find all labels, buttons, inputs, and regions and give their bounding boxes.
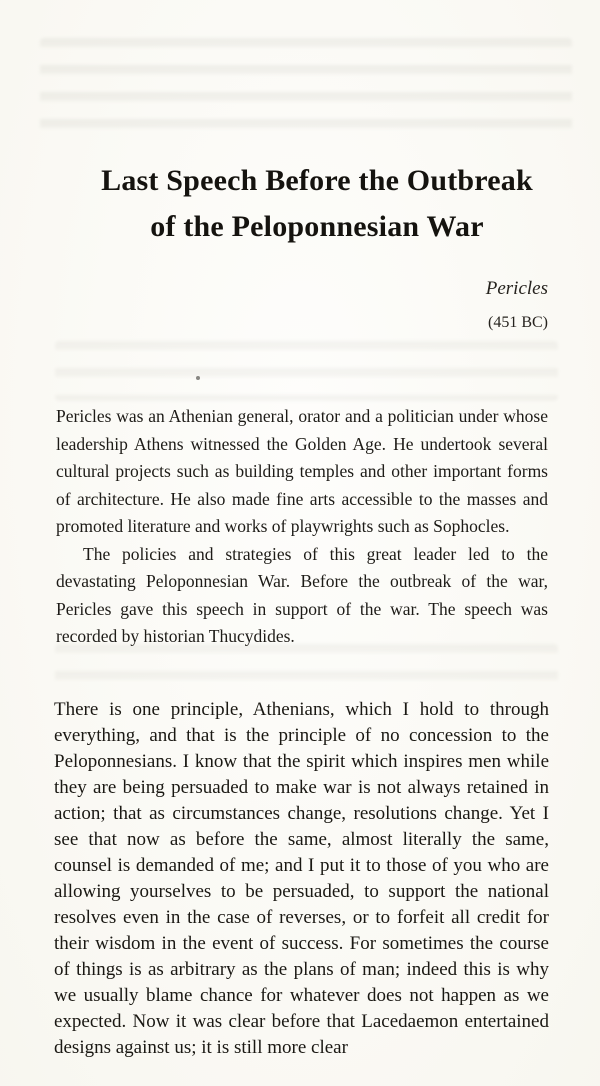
page-title-line-2: of the Peloponnesian War [150,210,484,243]
bleed-through-text-top [40,38,572,142]
intro-paragraph-1: Pericles was an Athenian general, orator and a politician under whose leadership Athens witnessed the Golden Age. He undertook several cultural projects such as building temples and other important forms of architecture. He also made fine arts accessible to the masses and promoted literature and works of playwrights such as Sophocles. [56,406,548,536]
author-byline: Pericles [485,278,548,299]
bleed-through-text-lower [55,644,558,696]
speech-paragraph-1: There is one principle, Athenians, which I hold to through everything, and that is the principle of no concession to the Peloponnesians. I know that the spirit which inspires men while they are being persuaded to make war is not always retained in action; that as circumstances change, resolutions change. Yet I see that now as before the same, almost literally the same, counsel is demanded of me; and I put it to those of you who are allowing yourselves to be persuaded, to support the national resolves even in the case of reverses, or to forfeit all credit for their wisdom in the event of success. For sometimes the course of things is as arbitrary as the plans of man; indeed this is why we usually blame chance for whatever does not happen as we expected. Now it was clear before that Lacedaemon entertained designs against us; it is still more clear [54,699,549,1058]
page-title-line-1: Last Speech Before the Outbreak [101,164,533,197]
bleed-through-text-middle [55,341,558,401]
page-title [0,158,600,250]
speech-date: (451 BC) [488,314,548,331]
intro-paragraph-2: The policies and strategies of this great leader led to the devastating Peloponnesian War. Before the outbreak of the war, Pericles gave this speech in support of the war. The speech was recorded by historian Thucydides. [56,543,548,646]
scan-speck [196,376,200,380]
introduction-section [56,403,548,651]
speech-body-section [54,697,549,1061]
